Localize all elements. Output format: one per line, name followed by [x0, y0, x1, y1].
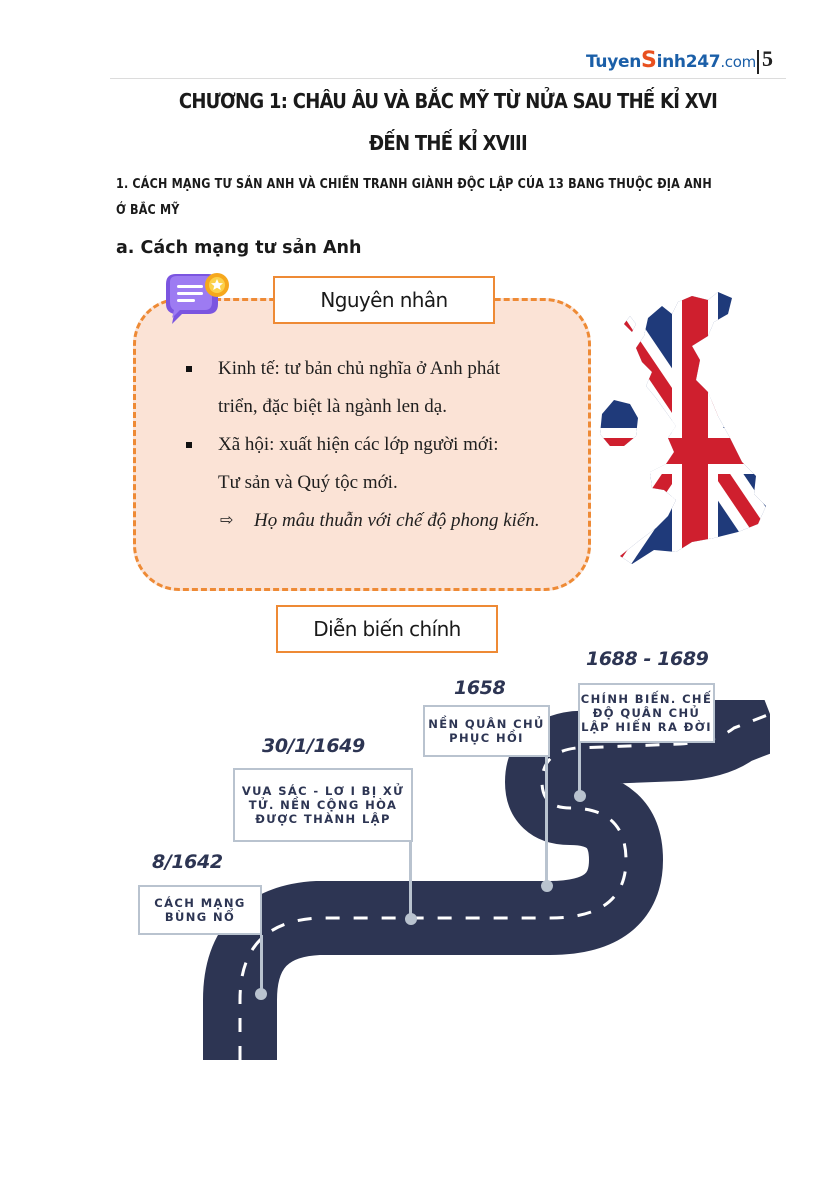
event-text-line: CÁCH MẠNG — [154, 896, 246, 910]
event-date: 8/1642 — [152, 851, 223, 873]
arrow-icon: ⇨ — [220, 512, 234, 529]
connector-dot — [405, 913, 417, 925]
event-text-line: ĐỘ QUÂN CHỦ — [592, 706, 701, 720]
cause-society-line1: Xã hội: xuất hiện các lớp người mới: — [218, 434, 499, 455]
cause-economy-line2: triển, đặc biệt là ngành len dạ. — [218, 396, 447, 417]
chapter-title-line1: CHƯƠNG 1: CHÂU ÂU VÀ BẮC MỸ TỪ NỬA SAU THẾ KỈ XVI — [178, 89, 718, 113]
event-text-line: PHỤC HỒI — [449, 731, 524, 745]
event-date: 30/1/1649 — [262, 735, 365, 757]
cause-society-line2: Tư sản và Quý tộc mới. — [218, 472, 398, 493]
causes-label: Nguyên nhân — [273, 276, 495, 324]
event-date: 1658 — [454, 677, 506, 699]
chapter-title-line2: ĐẾN THẾ KỈ XVIII — [369, 131, 527, 155]
event-box — [423, 705, 550, 757]
connector-dot — [255, 988, 267, 1000]
event-text-line: TỬ. NỀN CỘNG HÒA — [248, 798, 398, 812]
connector-dot — [541, 880, 553, 892]
chat-bubble-icon — [160, 268, 240, 330]
connector-line — [545, 756, 548, 886]
page-number: 5 — [762, 46, 773, 71]
event-text-line: VUA SÁC - LƠ I BỊ XỬ — [241, 784, 405, 798]
subsection-title: a. Cách mạng tư sản Anh — [116, 238, 362, 258]
events-label: Diễn biến chính — [276, 605, 498, 653]
event-text-line: CHÍNH BIẾN. CHẾ — [580, 692, 713, 706]
event-date: 1688 - 1689 — [586, 648, 709, 670]
event-box — [578, 683, 715, 743]
uk-flag-map-image — [596, 288, 796, 584]
bullet-marker — [186, 442, 192, 448]
event-text-line: NỀN QUÂN CHỦ — [428, 717, 545, 731]
cause-conclusion: Họ mâu thuẫn với chế độ phong kiến. — [254, 510, 540, 531]
connector-dot — [574, 790, 586, 802]
event-text-line: ĐƯỢC THÀNH LẬP — [255, 812, 391, 826]
cause-economy-line1: Kinh tế: tư bản chủ nghĩa ở Anh phát — [218, 358, 501, 379]
bullet-marker — [186, 366, 192, 372]
event-box — [233, 768, 413, 842]
section-title-line2: Ở BẮC MỸ — [116, 203, 180, 218]
header-rule — [110, 78, 786, 79]
event-text-line: BÙNG NỔ — [164, 910, 236, 924]
connector-line — [578, 742, 581, 796]
connector-line — [409, 842, 412, 918]
brand-logo: TuyenSinh247.com — [586, 48, 756, 73]
event-box — [138, 885, 262, 935]
event-text-line: LẬP HIẾN RA ĐỜI — [581, 720, 712, 734]
connector-line — [260, 935, 263, 995]
page-divider — [757, 50, 759, 74]
section-title-line1: 1. CÁCH MẠNG TƯ SẢN ANH VÀ CHIẾN TRANH GIÀNH ĐỘC LẬP CỦA 13 BANG THUỘC ĐỊA ANH — [116, 177, 712, 192]
